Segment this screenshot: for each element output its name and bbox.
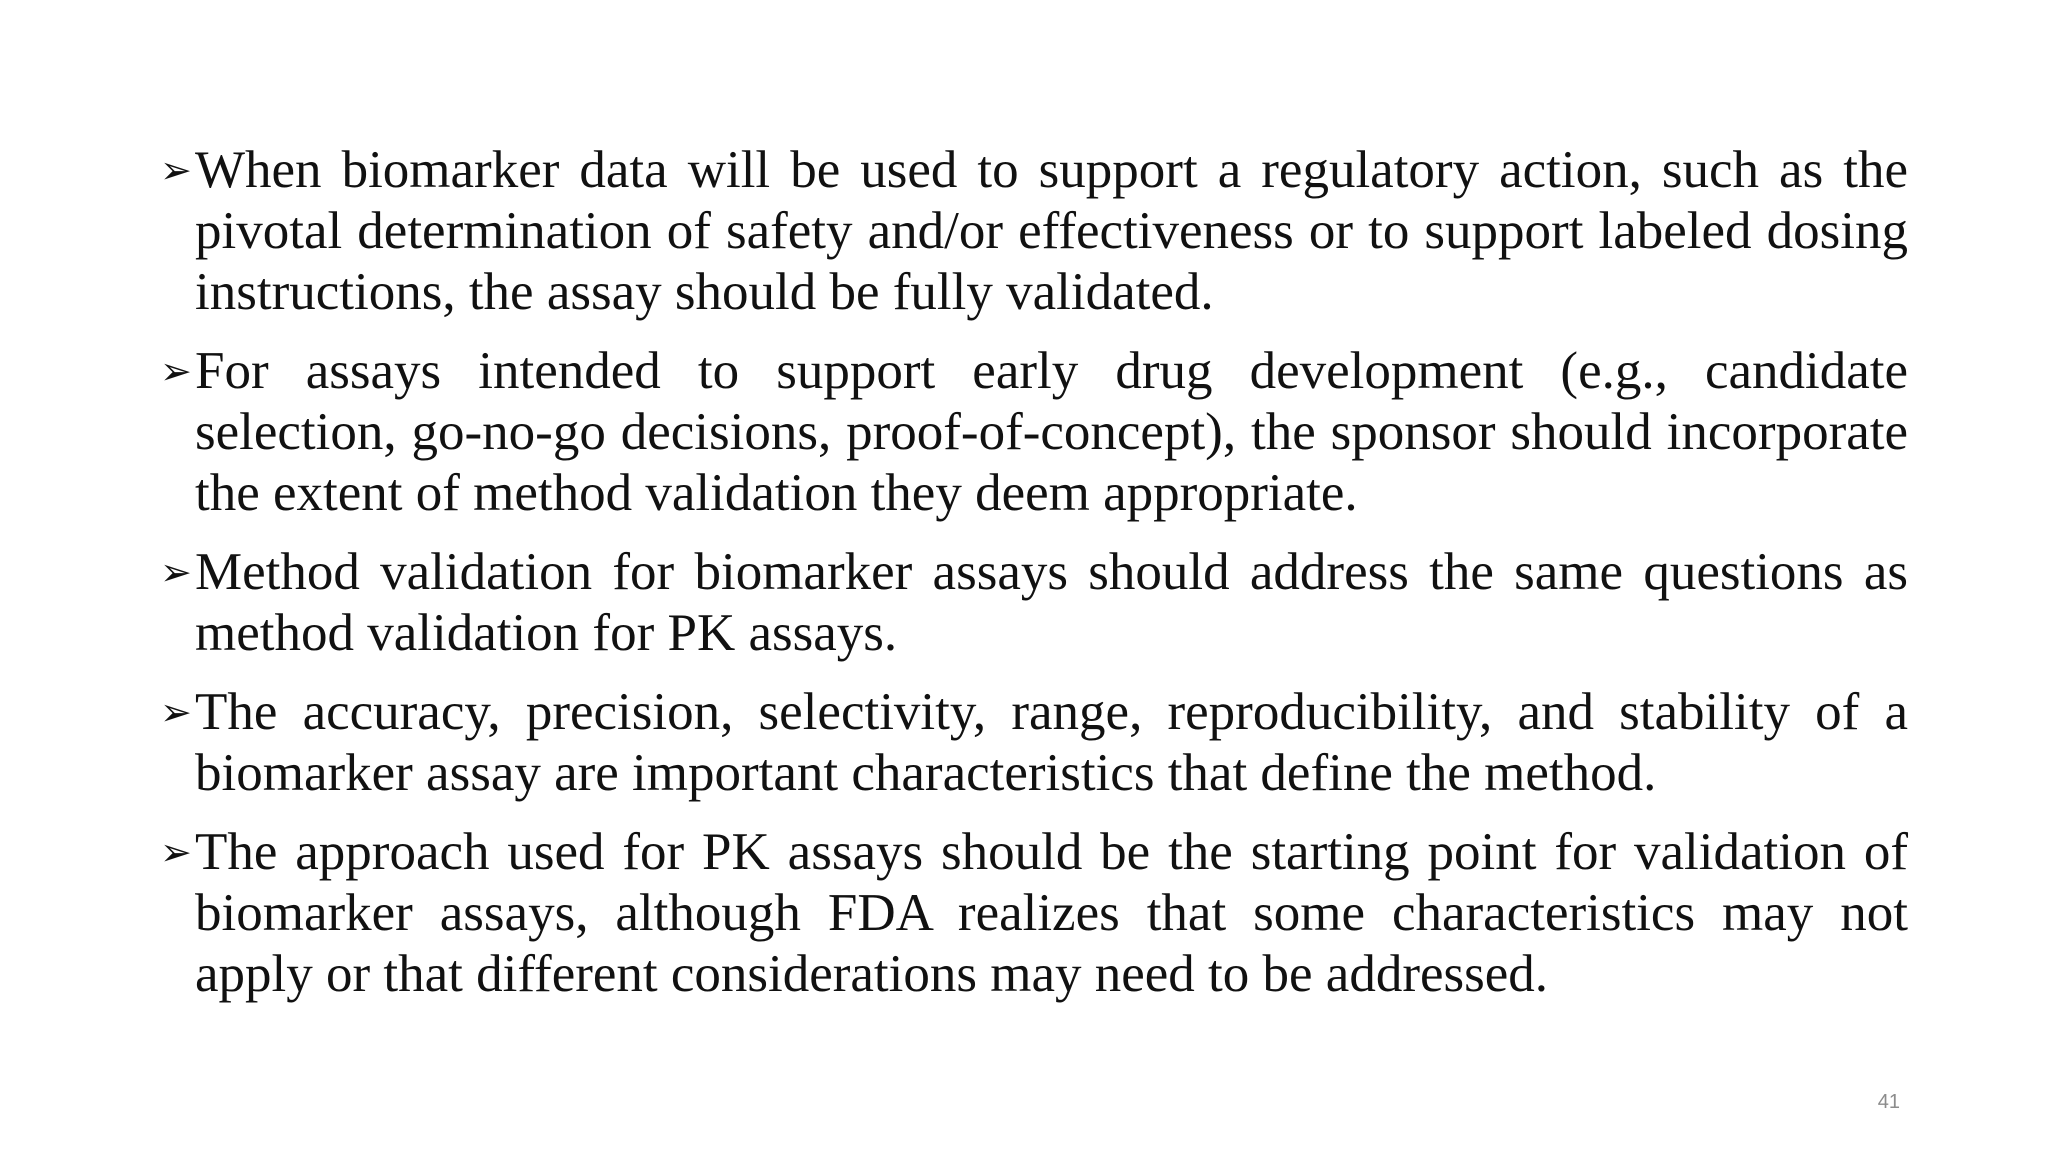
arrowhead-bullet-icon: ➢ [160,349,192,393]
bullet-item [160,341,1908,524]
arrowhead-bullet-icon: ➢ [160,550,192,594]
bullet-list [160,140,1908,1023]
bullet-item [160,682,1908,804]
bullet-item [160,822,1908,1005]
bullet-text: When biomarker data will be used to support a regulatory action, such as the pivotal determination of safety and/or effectiveness or to support labeled dosing instructions, the assay should be fully validated. [195,141,1908,321]
arrowhead-bullet-icon: ➢ [160,148,192,192]
bullet-item [160,140,1908,323]
arrowhead-bullet-icon: ➢ [160,690,192,734]
bullet-text: Method validation for biomarker assays should address the same questions as method validation for PK assays. [195,543,1908,662]
bullet-text: The accuracy, precision, selectivity, range, reproducibility, and stability of a biomarker assay are important characteristics that define the method. [195,683,1908,802]
bullet-text: For assays intended to support early drug development (e.g., candidate selection, go-no-go decisions, proof-of-concept), the sponsor should incorporate the extent of method validation they deem appropriate. [195,342,1908,522]
bullet-text: The approach used for PK assays should be the starting point for validation of biomarker assays, although FDA realizes that some characteristics may not apply or that different considerations may need to be addressed. [195,823,1908,1003]
bullet-item [160,542,1908,664]
arrowhead-bullet-icon: ➢ [160,830,192,874]
page-number: 41 [1877,1091,1900,1113]
